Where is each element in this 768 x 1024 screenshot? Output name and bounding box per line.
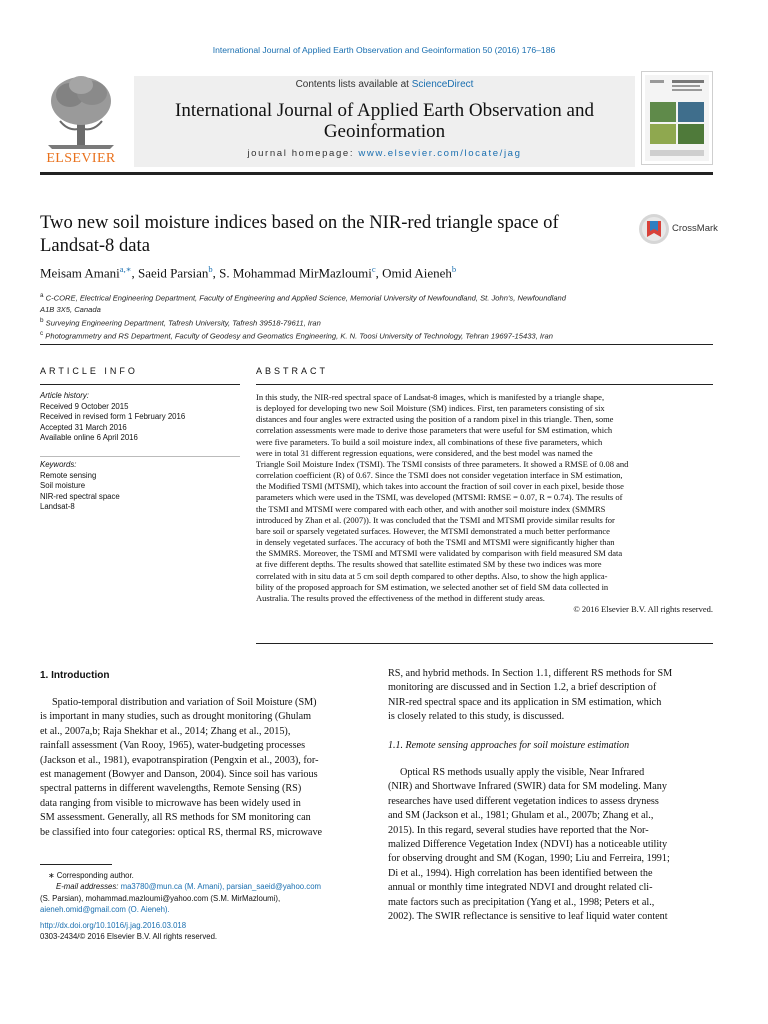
- keywords: [40, 460, 240, 513]
- affiliation-text: Surveying Engineering Department, Tafresh University, Tafresh 39518-79611, Iran: [45, 318, 321, 328]
- contents-line: [134, 79, 635, 90]
- author-name[interactable]: Meisam Amani: [40, 265, 120, 281]
- abstract-line: bility of the proposed approach for SM estimation, we selected another set of field SM data collected in: [256, 581, 609, 592]
- journal-masthead: [40, 71, 713, 167]
- contents-prefix: Contents lists available at: [295, 79, 412, 90]
- keyword-item: Landsat-8: [40, 502, 75, 512]
- keyword-item: Soil moisture: [40, 481, 86, 491]
- body-line: be classified into four categories: optical RS, thermal RS, microwave: [40, 826, 323, 838]
- abstract-line: Australia. The results proved the effectiveness of the method in different study areas.: [256, 592, 545, 603]
- affiliation-sup: a: [40, 292, 44, 299]
- elsevier-logo: [40, 71, 122, 167]
- email-label: E-mail addresses:: [56, 882, 121, 892]
- keywords-label: Keywords:: [40, 460, 77, 469]
- article-history-label: Article history:: [40, 391, 89, 400]
- affiliation-sup: b: [40, 316, 44, 324]
- body-left-column: [40, 696, 364, 840]
- body-line: for observing drought and SM (Kogan, 1990; Liu and Ferreira, 1991;: [388, 853, 670, 865]
- body-line: Di et al., 1994). High correlation has been identified between the: [388, 867, 653, 879]
- body-right-column-top: [388, 667, 713, 725]
- abstract-line: introduced by Zhan et al. (2007)). It was concluded that the TSMI and MTSMI provide similar results for: [256, 514, 615, 525]
- history-item: Accepted 31 March 2016: [40, 422, 127, 432]
- email-line[interactable]: aieneh.omid@gmail.com (O. Aieneh).: [40, 904, 170, 914]
- abstract-line: correlation coefficient (R) of 0.67. Since the TSMI does not consider vegetation interface in SM estimation,: [256, 470, 623, 481]
- affiliations: [40, 290, 680, 342]
- body-line: 2015). In this regard, several studies have reported that the Nor-: [388, 824, 649, 836]
- homepage-link[interactable]: www.elsevier.com/locate/jag: [358, 148, 522, 159]
- affiliation-continuation: A1B 3X5, Canada: [40, 304, 101, 314]
- affiliation-text: Photogrammetry and RS Department, Faculty of Geodesy and Geomatics Engineering, K. N. Toosi University of Technology, Tehran 19697-15433, Iran: [45, 331, 553, 341]
- corresponding-author-note: ∗ Corresponding author.: [48, 871, 134, 880]
- masthead-rule: [40, 172, 713, 175]
- body-line: mate factors such as precipitation (Yang et al., 1998; Peters et al.,: [388, 896, 655, 908]
- affiliation-text: C-CORE, Electrical Engineering Department, Faculty of Engineering and Applied Science, Memorial University of Newfoundland, St. John's, Newfoundland: [45, 293, 566, 303]
- journal-title: [134, 100, 635, 142]
- abstract-line: the TSMI and MTSMI were compared with each other, and with another soil moisture index (SMMRS: [256, 503, 606, 514]
- abstract-line: correlation assessments were made to derive those parameters that were useful for SM estimation, which: [256, 425, 613, 436]
- history-item: Received in revised form 1 February 2016: [40, 412, 186, 422]
- abstract-line: distances and four angles were extracted using the position of a random pixel in this triangle. Then, some: [256, 414, 614, 425]
- body-line: annual or monthly time integrated NDVI and drought related cli-: [388, 882, 653, 894]
- author-affil-sup[interactable]: c: [371, 264, 376, 274]
- article-info-rule: [40, 384, 240, 385]
- author-name[interactable]: Saeid Parsian: [137, 265, 209, 281]
- body-line: et al., 2007a,b; Raja Shekhar et al., 2014; Zhang et al., 2015),: [40, 725, 291, 737]
- publisher-name: ELSEVIER: [46, 151, 116, 166]
- affiliation-item: [40, 315, 680, 329]
- body-line: is important in many studies, such as drought monitoring (Ghulam: [40, 711, 312, 723]
- body-line: is closely related to this study, is discussed.: [388, 711, 565, 723]
- body-line: RS, and hybrid methods. In Section 1.1, different RS methods for SM: [388, 668, 673, 679]
- abstract-line: the SMMRS. Moreover, the TSMI and MTSMI were validated by comparison with field measured SM data: [256, 548, 623, 559]
- journal-cover-thumbnail[interactable]: [641, 71, 713, 165]
- affiliations-rule: [40, 344, 713, 345]
- body-line: and SM (Jackson et al., 1981; Ghulam et al., 2007b; Zhang et al.,: [388, 810, 654, 822]
- author-affil-sup[interactable]: a,∗: [119, 264, 132, 274]
- abstract-bottom-rule: [256, 643, 713, 644]
- body-right-column-bottom: [388, 766, 713, 924]
- crossmark-label: CrossMark: [672, 223, 718, 234]
- body-line: (NIR) and Shortwave Infrared (SWIR) data for SM modeling. Many: [388, 781, 667, 793]
- body-line: (Jackson et al., 1981), evapotranspiration (Pengxin et al., 2003), for-: [40, 754, 319, 766]
- email-line[interactable]: (S. Parsian), mohammad.mazloumi@yahoo.com (S.M. MirMazloumi),: [40, 893, 281, 903]
- masthead-center: [134, 76, 635, 167]
- history-item: Received 9 October 2015: [40, 401, 129, 411]
- body-line: 2002). The SWIR reflectance is sensitive to leaf liquid water content: [388, 911, 668, 923]
- article-history: [40, 391, 240, 444]
- body-line: spectral patterns in different wavelengths, Remote Sensing (RS): [40, 783, 302, 795]
- abstract-line: bare soil or sparsely vegetated surfaces. However, the MTSMI demonstrated a much better performance: [256, 525, 610, 536]
- abstract-heading: ABSTRACT: [256, 366, 329, 376]
- abstract-line: the Modified TSMI (MTSMI), which takes into account the fraction of soil cover in each pixel, beside those: [256, 481, 624, 492]
- body-line: NIR-red spectral space and its application in SM estimation, which: [388, 696, 662, 708]
- body-line: Spatio-temporal distribution and variation of Soil Moisture (SM): [52, 697, 317, 708]
- journal-homepage: [134, 148, 635, 159]
- affiliation-sup: c: [40, 330, 44, 338]
- email-links[interactable]: ma3780@mun.ca (M. Amani), parsian_saeid@yahoo.com: [120, 882, 322, 892]
- author-name[interactable]: S. Mohammad MirMazloumi: [219, 265, 372, 281]
- body-line: researches have used different vegetation indices to assess dryness: [388, 795, 659, 807]
- crossmark-icon: [637, 212, 671, 246]
- abstract-line: Triangle Soil Moisture Index (TSMI). The TSMI consists of three parameters. It showed a RMSE of 0.08 and: [256, 458, 629, 469]
- abstract-line: at five different depths. The results showed that satellite estimated SM by these two indices was more: [256, 559, 602, 570]
- body-line: data ranging from visible to microwave has been widely used in: [40, 797, 301, 809]
- abstract-copyright: © 2016 Elsevier B.V. All rights reserved.: [573, 603, 713, 614]
- history-item: Available online 6 April 2016: [40, 433, 138, 443]
- article-title-line2: Landsat-8 data: [40, 235, 150, 256]
- abstract-line: in densely vegetated surfaces. The accuracy of both the TSMI and MTSMI were significantly higher than: [256, 537, 615, 548]
- issn-line: 0303-2434/© 2016 Elsevier B.V. All rights reserved.: [40, 932, 218, 942]
- journal-reference[interactable]: International Journal of Applied Earth Observation and Geoinformation 50 (2016) 176–186: [212, 45, 556, 55]
- keywords-rule: [40, 456, 240, 457]
- author-affil-sup[interactable]: b: [451, 264, 457, 274]
- author-affil-sup[interactable]: b: [208, 264, 213, 274]
- body-line: est management (Bowyer and Danson, 2004). Since soil has various: [40, 769, 318, 781]
- keyword-item: Remote sensing: [40, 470, 97, 480]
- body-line: SM assessment. Generally, all RS methods for SM monitoring can: [40, 812, 311, 824]
- crossmark-badge[interactable]: [637, 212, 717, 246]
- affiliation-item: [40, 290, 680, 304]
- footnote: [40, 870, 370, 943]
- footnote-rule: [40, 864, 112, 865]
- homepage-prefix: journal homepage:: [247, 148, 359, 159]
- article-info-heading: ARTICLE INFO: [40, 366, 138, 376]
- author-name[interactable]: Omid Aieneh: [382, 265, 452, 281]
- section-heading-introduction: 1. Introduction: [40, 670, 110, 681]
- body-line: Optical RS methods usually apply the visible, Near Infrared: [400, 767, 645, 778]
- keyword-item: NIR-red spectral space: [40, 491, 120, 501]
- journal-title-line2: Geoinformation: [323, 121, 446, 142]
- abstract-body: [256, 392, 713, 615]
- journal-title-line1: International Journal of Applied Earth Observation and: [175, 100, 594, 121]
- abstract-line: correlated with in situ data at 5 cm soil depth compared to other depths. Also, to show the high applica-: [256, 570, 608, 581]
- affiliation-item: [40, 328, 680, 342]
- doi-link[interactable]: http://dx.doi.org/10.1016/j.jag.2016.03.018: [40, 921, 187, 931]
- sciencedirect-link[interactable]: ScienceDirect: [411, 79, 474, 90]
- body-line: malized Difference Vegetation Index (NDVI) has a noticeable utility: [388, 839, 668, 851]
- article-title-line1: Two new soil moisture indices based on the NIR-red triangle space of: [40, 212, 559, 233]
- abstract-rule: [256, 384, 713, 385]
- abstract-line: In this study, the NIR-red spectral space of Landsat-8 images, which is manifested by a triangle shape,: [256, 392, 605, 402]
- article-title: [40, 211, 620, 257]
- subsection-heading: 1.1. Remote sensing approaches for soil moisture estimation: [388, 740, 630, 751]
- abstract-line: is deployed for developing two new Soil Moisture (SM) indices. First, ten parameters consisting of six: [256, 403, 605, 414]
- body-line: rainfall assessment (Van Rooy, 1965), water-budgeting processes: [40, 740, 306, 752]
- body-line: monitoring are discussed and in Section 1.2, a brief description of: [388, 682, 657, 694]
- journal-cover-image: [642, 72, 712, 164]
- abstract-line: were in total 31 different regression equations, were considered, and the best model was named the: [256, 447, 593, 458]
- email-line: [40, 881, 370, 892]
- author-list: Meisam Amani$^{a,∗}$, Saeid Parsian$^b$, S. Mohammad MirMazloumi$^c$, Omid Aieneh$^b$: [40, 264, 457, 281]
- abstract-line: were five parameters. To build a soil moisture index, all combinations of these five parameters, which: [256, 436, 603, 447]
- abstract-line: parameters which were used in the TSMI, was developed (MTSMI: RMSE = 0.07, R = 0.74). The results of: [256, 492, 623, 503]
- elsevier-tree-icon: [40, 71, 122, 151]
